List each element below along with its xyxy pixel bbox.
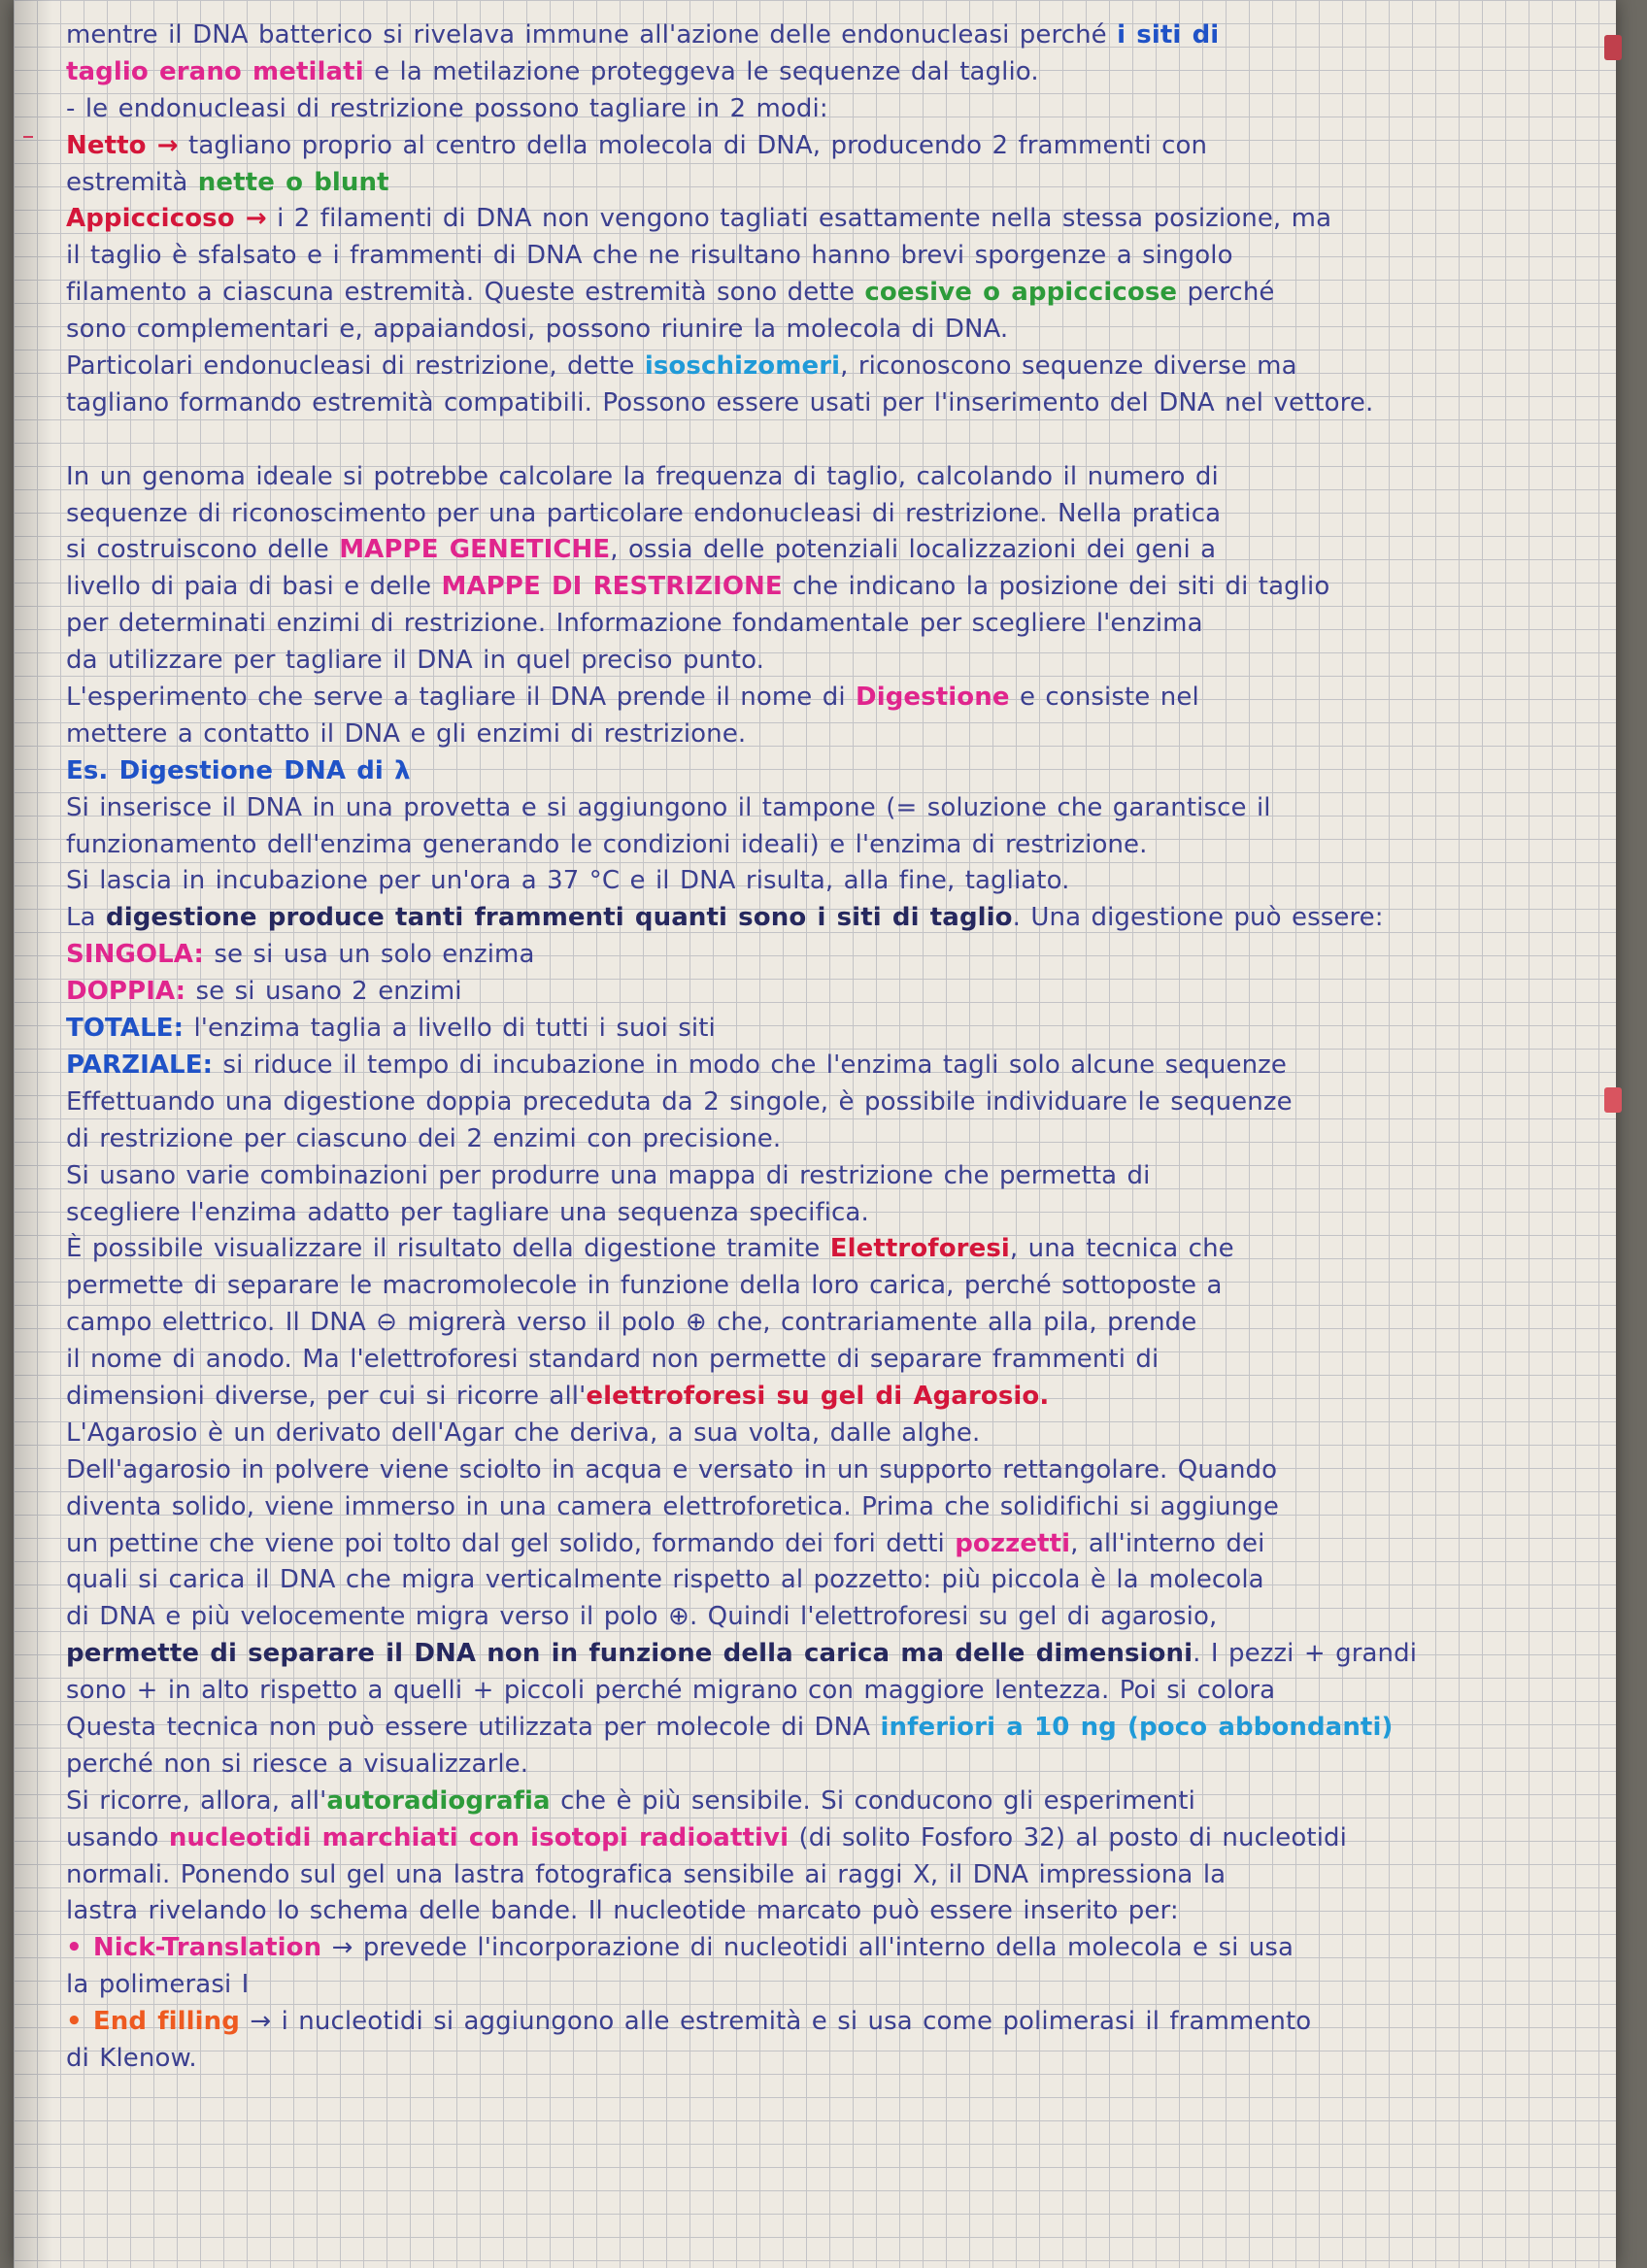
page-edge-tab [1604, 35, 1622, 60]
note-line [66, 1121, 1591, 1158]
note-line [66, 1416, 1591, 1452]
note-line [66, 1820, 1591, 1857]
note-line [66, 1268, 1591, 1305]
margin-mark [23, 136, 33, 138]
note-line [66, 790, 1591, 827]
note-text: Si inserisce il DNA in una provetta e si aggiungono il tampone (= soluzione che garantisce il [66, 792, 1271, 822]
note-text: In un genoma ideale si potrebbe calcolare la frequenza di taglio, calcolando il numero di [66, 461, 1219, 491]
note-text: funzionamento dell'enzima generando le condizioni ideali) e l'enzima di restrizione. [66, 829, 1148, 859]
note-text: che è più sensibile. Si conducono gli esperimenti [550, 1785, 1195, 1816]
note-text: per determinati enzimi di restrizione. Informazione fondamentale per scegliere l'enzima [66, 609, 1203, 639]
note-text: tagliano formando estremità compatibili. Possono essere usati per l'inserimento del DNA nel vettore. [66, 387, 1374, 417]
highlighted-term: SINGOLA: [66, 940, 204, 970]
note-line [66, 1636, 1591, 1673]
note-text: mettere a contatto il DNA e gli enzimi di restrizione. [66, 718, 747, 749]
note-text: di Klenow. [66, 2043, 197, 2073]
highlighted-term: taglio erano metilati [66, 56, 364, 86]
note-text: il nome di anodo. Ma l'elettroforesi standard non permette di separare frammenti di [66, 1345, 1160, 1375]
page-edge-tab [1604, 1087, 1622, 1113]
highlighted-term: isoschizomeri [644, 351, 841, 382]
note-text: , una tecnica che [1009, 1234, 1234, 1264]
note-text: , riconoscono sequenze diverse ma [840, 351, 1297, 382]
note-text: usando [66, 1822, 169, 1852]
highlighted-term: PARZIALE: [66, 1050, 214, 1080]
note-text: . I pezzi + grandi [1193, 1639, 1418, 1669]
highlighted-term: autoradiografia [326, 1785, 551, 1816]
note-line [66, 974, 1591, 1011]
highlighted-term: nette o blunt [197, 167, 389, 197]
note-text: Dell'agarosio in polvere viene sciolto in acqua e versato in un supporto rettangolare. Quando [66, 1454, 1278, 1484]
note-line [66, 1930, 1591, 1967]
note-line [66, 17, 1591, 54]
note-line [66, 1967, 1591, 2004]
note-text: mentre il DNA batterico si rivelava immune all'azione delle endonucleasi perché [66, 20, 1118, 50]
note-line [66, 201, 1591, 238]
note-line [66, 1158, 1591, 1195]
highlighted-term: • End filling [66, 2007, 240, 2037]
note-text: Questa tecnica non può essere utilizzata per molecole di DNA [66, 1712, 881, 1742]
note-text: da utilizzare per tagliare il DNA in quel preciso punto. [66, 646, 764, 676]
note-line [66, 459, 1591, 496]
note-text: l'enzima taglia a livello di tutti i suoi siti [184, 1014, 716, 1044]
note-line [66, 1084, 1591, 1121]
highlighted-term: Elettroforesi [829, 1234, 1010, 1264]
highlighted-term: permette di separare il DNA non in funzione della carica ma delle dimensioni [66, 1639, 1193, 1669]
highlighted-term: TOTALE: [66, 1014, 185, 1044]
note-text: Effettuando una digestione doppia preceduta da 2 singole, è possibile individuare le sequenze [66, 1086, 1293, 1117]
highlighted-term: elettroforesi su gel di Agarosio. [586, 1381, 1050, 1411]
note-text: quali si carica il DNA che migra verticalmente rispetto al pozzetto: più piccola è la molecola [66, 1565, 1264, 1595]
note-line [66, 753, 1591, 790]
highlighted-term: i siti di [1117, 20, 1220, 50]
note-text: Particolari endonucleasi di restrizione, dette [66, 351, 645, 382]
note-text: lastra rivelando lo schema delle bande. Il nucleotide marcato può essere inserito per: [66, 1896, 1179, 1926]
note-line [66, 1710, 1591, 1747]
note-line [66, 569, 1591, 606]
highlighted-term: MAPPE GENETICHE [339, 535, 611, 565]
note-text: La [66, 903, 106, 933]
note-text: campo elettrico. Il DNA ⊖ migrerà verso il polo ⊕ che, contrariamente alla pila, prende [66, 1308, 1197, 1338]
note-line [66, 827, 1591, 864]
note-line [66, 532, 1591, 569]
note-text: (di solito Fosforo 32) al posto di nucleotidi [789, 1822, 1347, 1852]
note-text: se si usano 2 enzimi [185, 977, 462, 1007]
note-text: perché non si riesce a visualizzarle. [66, 1749, 529, 1779]
note-line [66, 1893, 1591, 1930]
note-line [66, 91, 1591, 128]
highlighted-term: Appiccicoso → [66, 204, 267, 234]
note-line [66, 937, 1591, 974]
note-text: - le endonucleasi di restrizione possono tagliare in 2 modi: [66, 93, 828, 123]
highlighted-term: inferiori a 10 ng (poco abbondanti) [880, 1712, 1394, 1742]
note-text: filamento a ciascuna estremità. Queste estremità sono dette [66, 278, 865, 308]
note-line [66, 422, 1591, 459]
note-text: sequenze di riconoscimento per una particolare endonucleasi di restrizione. Nella pratica [66, 498, 1222, 528]
note-line [66, 349, 1591, 385]
note-line [66, 165, 1591, 202]
note-line [66, 1673, 1591, 1710]
handwritten-notes [66, 17, 1591, 2078]
note-line [66, 1489, 1591, 1526]
highlighted-term: Digestione [856, 683, 1010, 713]
note-line [66, 863, 1591, 900]
note-text: tagliano proprio al centro della molecola di DNA, producendo 2 frammenti con [178, 130, 1208, 160]
note-text: che indicano la posizione dei siti di taglio [782, 572, 1330, 602]
note-line [66, 385, 1591, 422]
note-line [66, 900, 1591, 937]
note-line [66, 496, 1591, 533]
note-line [66, 1526, 1591, 1563]
note-text: estremità [66, 167, 198, 197]
highlighted-term: pozzetti [955, 1528, 1071, 1558]
note-text: di DNA e più velocemente migra verso il polo ⊕. Quindi l'elettroforesi su gel di agarosio, [66, 1602, 1218, 1632]
note-line [66, 312, 1591, 349]
page-binding-shadow [14, 0, 52, 2268]
note-text: È possibile visualizzare il risultato della digestione tramite [66, 1234, 830, 1264]
note-text: livello di paia di basi e delle [66, 572, 442, 602]
note-text: → i nucleotidi si aggiungono alle estremità e si usa come polimerasi il frammento [240, 2007, 1312, 2037]
note-line [66, 128, 1591, 165]
note-text: sono + in alto rispetto a quelli + piccoli perché migrano con maggiore lentezza. Poi si colora [66, 1676, 1276, 1706]
note-text: di restrizione per ciascuno dei 2 enzimi con precisione. [66, 1123, 782, 1153]
note-line [66, 680, 1591, 717]
note-text: permette di separare le macromolecole in funzione della loro carica, perché sottoposte a [66, 1271, 1223, 1301]
note-text: , all'interno dei [1070, 1528, 1265, 1558]
highlighted-term: nucleotidi marchiati con isotopi radioattivi [168, 1822, 790, 1852]
note-line [66, 1562, 1591, 1599]
note-line [66, 1747, 1591, 1784]
highlighted-term: coesive o appiccicose [864, 278, 1178, 308]
note-text: sono complementari e, appaiandosi, possono riunire la molecola di DNA. [66, 315, 1009, 345]
note-line [66, 1599, 1591, 1636]
note-line [66, 1305, 1591, 1342]
note-line [66, 54, 1591, 91]
note-line [66, 643, 1591, 680]
highlighted-term: digestione produce tanti frammenti quanti sono i siti di taglio [105, 903, 1013, 933]
note-text: normali. Ponendo sul gel una lastra fotografica sensibile ai raggi X, il DNA impressiona la [66, 1859, 1227, 1889]
highlighted-term: Es. Digestione DNA di λ [66, 755, 411, 785]
note-line [66, 606, 1591, 643]
note-line [66, 1231, 1591, 1268]
note-line [66, 238, 1591, 275]
note-text: diventa solido, viene immerso in una camera elettroforetica. Prima che solidifichi si aggiunge [66, 1491, 1280, 1521]
note-text: L'esperimento che serve a tagliare il DNA prende il nome di [66, 683, 857, 713]
highlighted-term: DOPPIA: [66, 977, 186, 1007]
note-line [66, 1342, 1591, 1379]
note-text: un pettine che viene poi tolto dal gel solido, formando dei fori detti [66, 1528, 956, 1558]
note-text: e consiste nel [1009, 683, 1199, 713]
note-text: Si ricorre, allora, all' [66, 1785, 327, 1816]
note-line [66, 2041, 1591, 2078]
notebook-page [14, 0, 1616, 2268]
note-text: L'Agarosio è un derivato dell'Agar che deriva, a sua volta, dalle alghe. [66, 1418, 981, 1448]
highlighted-term: MAPPE DI RESTRIZIONE [441, 572, 783, 602]
highlighted-term: • Nick-Translation [66, 1933, 322, 1963]
note-text: i 2 filamenti di DNA non vengono tagliati esattamente nella stessa posizione, ma [266, 204, 1332, 234]
note-line [66, 275, 1591, 312]
note-line [66, 2004, 1591, 2041]
note-text: , ossia delle potenziali localizzazioni dei geni a [610, 535, 1217, 565]
note-line [66, 1857, 1591, 1894]
highlighted-term: Netto → [66, 130, 179, 160]
note-text: scegliere l'enzima adatto per tagliare una sequenza specifica. [66, 1197, 869, 1227]
note-text: si costruiscono delle [66, 535, 340, 565]
note-text: Si usano varie combinazioni per produrre una mappa di restrizione che permetta di [66, 1160, 1151, 1190]
note-text: . Una digestione può essere: [1012, 903, 1384, 933]
note-text: se si usa un solo enzima [203, 940, 535, 970]
note-text: si riduce il tempo di incubazione in modo che l'enzima tagli solo alcune sequenze [213, 1050, 1288, 1080]
note-line [66, 1452, 1591, 1489]
note-text: dimensioni diverse, per cui si ricorre all' [66, 1381, 587, 1411]
note-line [66, 1011, 1591, 1048]
note-line [66, 1048, 1591, 1084]
note-text: il taglio è sfalsato e i frammenti di DNA che ne risultano hanno brevi sporgenze a singolo [66, 241, 1233, 271]
note-text: e la metilazione proteggeva le sequenze dal taglio. [363, 56, 1039, 86]
note-line [66, 1379, 1591, 1416]
note-text: la polimerasi I [66, 1970, 250, 2000]
note-line [66, 1195, 1591, 1232]
note-text: perché [1177, 278, 1275, 308]
note-line [66, 1784, 1591, 1820]
note-text: Si lascia in incubazione per un'ora a 37 °C e il DNA risulta, alla fine, tagliato. [66, 866, 1070, 896]
note-text: → prevede l'incorporazione di nucleotidi all'interno della molecola e si usa [321, 1933, 1294, 1963]
note-line [66, 717, 1591, 753]
